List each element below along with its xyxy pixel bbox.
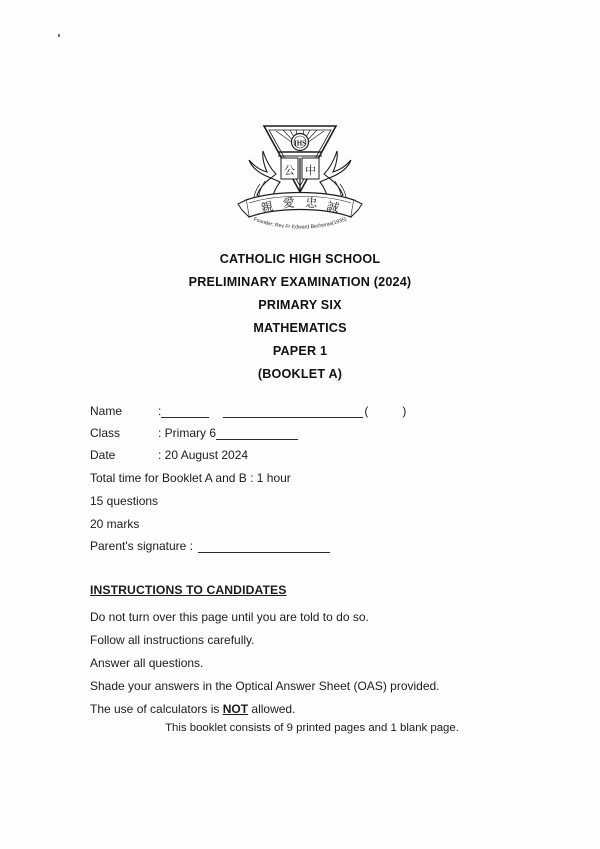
- calculator-instruction: [90, 698, 520, 721]
- candidate-details: [90, 396, 510, 553]
- name-input-long[interactable]: [223, 406, 363, 418]
- crest-founder-text: Founder: Rev Fr Edward Becheras(1935): [252, 216, 348, 231]
- signature-label: Parent's signature :: [90, 539, 194, 553]
- instruction-line: Do not turn over this page until you are told to do so.: [90, 610, 369, 624]
- name-input-short[interactable]: [161, 406, 209, 418]
- marks-row: [90, 508, 510, 531]
- calculator-prefix: The use of calculators is: [90, 702, 223, 716]
- scan-artifact-speck: [58, 34, 60, 37]
- subject-name: MATHEMATICS: [253, 321, 347, 335]
- questions-row: [90, 485, 510, 508]
- questions-count: 15 questions: [90, 494, 159, 508]
- index-paren-close: ): [402, 404, 407, 418]
- marks-total: 20 marks: [90, 517, 140, 531]
- school-crest: [224, 118, 376, 244]
- name-row: [90, 396, 510, 418]
- title-block: [0, 248, 600, 386]
- class-input[interactable]: [216, 428, 298, 440]
- crest-ihs-monogram: IHS: [293, 139, 307, 148]
- class-label: Class: [90, 426, 121, 440]
- exam-name: PRELIMINARY EXAMINATION (2024): [188, 275, 412, 289]
- date-label: Date: [90, 448, 116, 462]
- calculator-suffix: allowed.: [248, 702, 296, 716]
- instruction-line: Shade your answers in the Optical Answer Sheet (OAS) provided.: [90, 679, 440, 693]
- crest-banner-char-1: 親: [259, 198, 275, 216]
- name-label: Name: [90, 404, 123, 418]
- class-value: : Primary 6: [158, 426, 217, 440]
- instruction-line: Follow all instructions carefully.: [90, 633, 255, 647]
- total-time-text: Total time for Booklet A and B : 1 hour: [90, 471, 291, 485]
- total-time-row: [90, 462, 510, 485]
- calculator-emphasis: NOT: [222, 702, 249, 716]
- name-colon: :: [158, 404, 162, 418]
- booklet-page-count-note: This booklet consists of 9 printed pages and 1 blank page.: [165, 722, 459, 734]
- instruction-line: Answer all questions.: [90, 656, 204, 670]
- school-name: CATHOLIC HIGH SCHOOL: [219, 252, 381, 266]
- class-row: [90, 418, 510, 440]
- level-name: PRIMARY SIX: [258, 298, 342, 312]
- crest-banner-char-2: 愛: [282, 195, 296, 211]
- crest-banner-char-3: 忠: [304, 195, 318, 211]
- index-paren-open: (: [364, 404, 369, 418]
- crest-triangle-char-2: 中: [305, 164, 316, 177]
- date-row: [90, 440, 510, 462]
- signature-input[interactable]: [198, 541, 330, 553]
- paper-number: PAPER 1: [272, 344, 328, 358]
- date-value: : 20 August 2024: [158, 448, 249, 462]
- signature-row: [90, 531, 510, 553]
- crest-banner-char-4: 誠: [325, 198, 341, 216]
- instructions-heading: INSTRUCTIONS TO CANDIDATES: [90, 583, 287, 597]
- crest-triangle-char-1: 公: [284, 164, 295, 177]
- booklet-name: (BOOKLET A): [257, 367, 343, 381]
- instructions-section: [90, 583, 520, 721]
